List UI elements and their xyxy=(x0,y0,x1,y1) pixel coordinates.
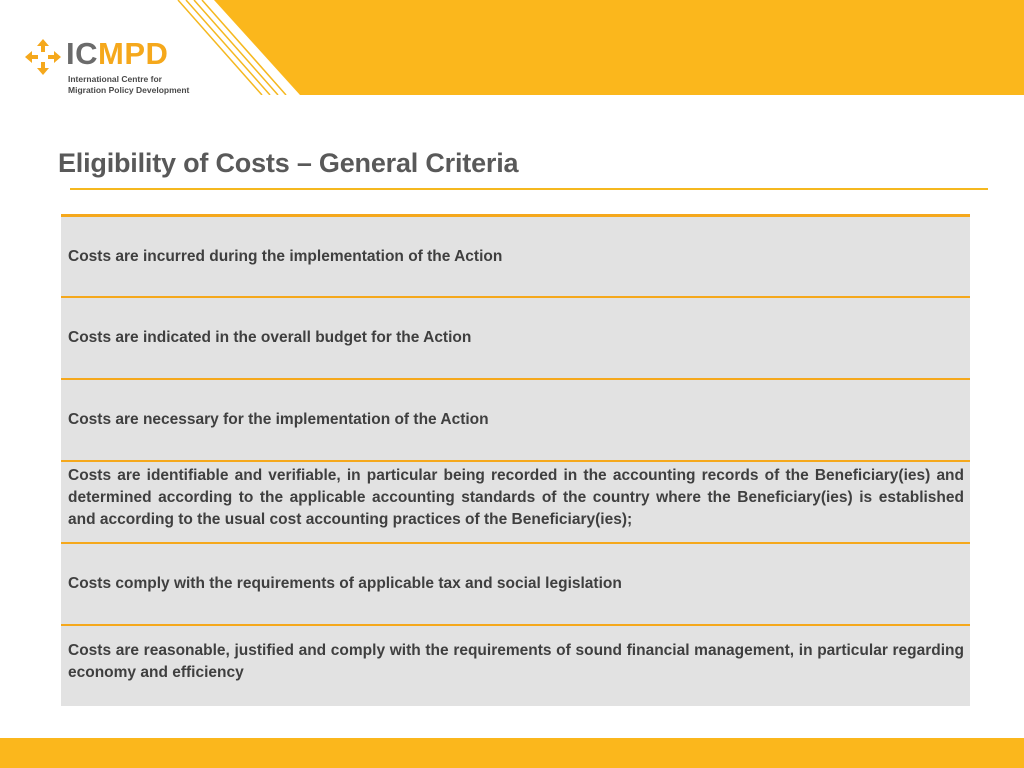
logo-word-ic: IC xyxy=(66,36,98,71)
logo-tagline-line2: Migration Policy Development xyxy=(68,85,190,95)
criteria-row-budget xyxy=(61,296,970,378)
criteria-text: Costs are necessary for the implementation of the Action xyxy=(68,411,489,428)
logo-tagline xyxy=(68,74,228,96)
logo-wordmark xyxy=(66,36,168,72)
criteria-row-tax xyxy=(61,542,970,624)
criteria-text: Costs comply with the requirements of applicable tax and social legislation xyxy=(68,575,622,592)
criteria-row-identifiable xyxy=(61,460,970,542)
criteria-text: Costs are indicated in the overall budget for the Action xyxy=(68,329,472,346)
icmpd-logo xyxy=(24,36,204,100)
compass-arrows-icon xyxy=(24,38,62,76)
logo-word-mpd: MPD xyxy=(98,36,169,71)
criteria-row-necessary xyxy=(61,378,970,460)
criteria-text: Costs are reasonable, justified and comply with the requirements of sound financial management, in particular regarding economy and efficiency xyxy=(68,642,964,681)
criteria-list xyxy=(61,214,970,706)
criteria-row-reasonable xyxy=(61,624,970,706)
title-underline xyxy=(70,188,988,190)
logo-tagline-line1: International Centre for xyxy=(68,74,162,84)
slide-title: Eligibility of Costs – General Criteria xyxy=(58,148,519,178)
criteria-row-incurred xyxy=(61,214,970,296)
footer-band xyxy=(0,738,1024,768)
criteria-text: Costs are incurred during the implementation of the Action xyxy=(68,247,503,265)
criteria-text: Costs are identifiable and verifiable, in particular being recorded in the accounting records of the Beneficiary(ies) and determined according to the applicable accounting standards of the country where the Beneficiary(ies) is established and according to the usual cost accounting practices of the Beneficiary(ies); xyxy=(68,467,964,528)
